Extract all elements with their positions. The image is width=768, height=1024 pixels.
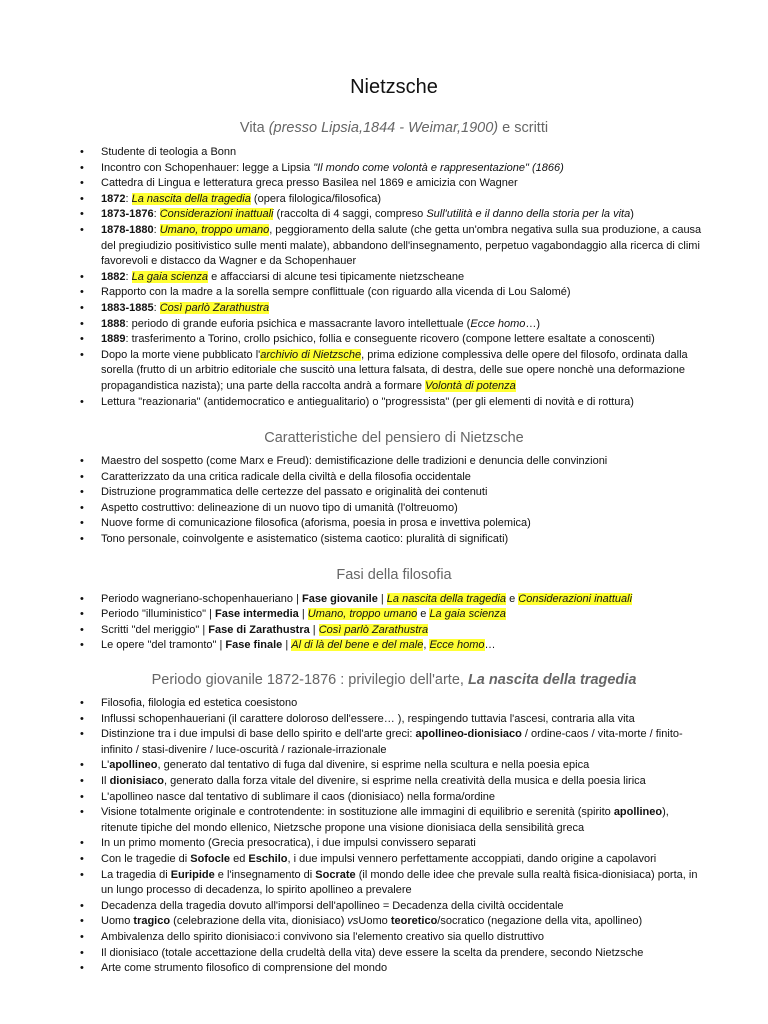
list-item: • Rapporto con la madre a la sorella sempre conflittuale (con riguardo alla vicenda di Lou Salomé) bbox=[80, 285, 708, 301]
bold-text: teoretico bbox=[390, 915, 438, 928]
italic-text: (presso Lipsia,1844 - Weimar,1900) bbox=[268, 120, 499, 136]
bold-text: 1878-1880 bbox=[101, 223, 154, 236]
bold-text: Fase di Zarathustra bbox=[208, 623, 310, 636]
list-item: • Incontro con Schopenhauer: legge a Lipsia "Il mondo come volontà e rappresentazione" (1866) bbox=[80, 161, 708, 177]
bold-text: Sofocle bbox=[190, 852, 231, 865]
highlighted-title: Ecce homo bbox=[429, 639, 485, 652]
italic-text: vs bbox=[347, 915, 359, 928]
list-item: • Ambivalenza dello spirito dionisiaco:i convivono sia l'elemento creativo sia quello distruttivo bbox=[80, 930, 708, 946]
list-item: • L'apollineo nasce dal tentativo di sublimare il caos (dionisiaco) nella forma/ordine bbox=[80, 790, 708, 806]
list-item: • 1883-1885: Così parlò Zarathustra bbox=[80, 301, 708, 317]
page-title: Nietzsche bbox=[350, 76, 438, 98]
highlighted-title: Umano, troppo umano bbox=[159, 223, 270, 236]
list-item: • 1878-1880: Umano, troppo umano, peggioramento della salute (che getta un'ombra negativa sulla sua produzione, a causa del pregiudizio positivistico sulle menti malate), abbandono dell'insegnamento, perpetuo vagabondaggio alla ricerca di climi favorevoli e distacco da Wagner e da Schopenhauer bbox=[80, 223, 708, 270]
bold-text: Fase giovanile bbox=[302, 592, 378, 605]
list-item: • Le opere "del tramonto" | Fase finale | Al di là del bene e del male, Ecce homo… bbox=[80, 638, 708, 654]
bold-text: Fase intermedia bbox=[215, 608, 299, 621]
list-item: • Lettura "reazionaria" (antidemocratico e antiegualitario) o "progressista" (per gli elementi di novità e di rottura) bbox=[80, 395, 708, 411]
list-item: • Distruzione programmatica delle certezze del passato e originalità dei contenuti bbox=[80, 485, 708, 501]
list-item: • Influssi schopenhaueriani (il carattere doloroso dell'essere… ), respingendo tuttavia l'ascesi, contraria alla vita bbox=[80, 712, 708, 728]
list-item: • Visione totalmente originale e controtendente: in sostituzione alle immagini di equilibrio e serenità (spirito apollineo), ritenute tipiche del mondo ellenico, Nietzsche propone una visione dionisiaca della sensibilità greca bbox=[80, 805, 708, 836]
list-item: • Filosofia, filologia ed estetica coesistono bbox=[80, 696, 708, 712]
list-item: • Arte come strumento filosofico di comprensione del mondo bbox=[80, 961, 708, 977]
bold-text: 1882 bbox=[101, 270, 126, 283]
list-item: • 1872: La nascita della tragedia (opera filologica/filosofica) bbox=[80, 192, 708, 208]
list-item: • 1873-1876: Considerazioni inattuali (raccolta di 4 saggi, compreso Sull'utilità e il danno della storia per la vita) bbox=[80, 207, 708, 223]
italic-text: Sull'utilità e il danno della storia per la vita bbox=[426, 208, 631, 221]
bullet-list-fasi bbox=[80, 592, 708, 654]
list-item: • 1889: trasferimento a Torino, crollo psichico, follia e conseguente ricovero (compone lettere esaltate a conoscenti) bbox=[80, 332, 708, 348]
list-item: • 1882: La gaia scienza e affacciarsi di alcune tesi tipicamente nietzscheane bbox=[80, 270, 708, 286]
section-heading-caratteristiche: Caratteristiche del pensiero di Nietzsche bbox=[264, 430, 524, 447]
highlighted-title: La nascita della tragedia bbox=[386, 592, 507, 605]
bold-text: Eschilo bbox=[248, 852, 288, 865]
list-item: • Periodo wagneriano-schopenhaueriano | Fase giovanile | La nascita della tragedia e Considerazioni inattuali bbox=[80, 592, 708, 608]
list-item: • Nuove forme di comunicazione filosofica (aforisma, poesia in prosa e invettiva polemica) bbox=[80, 516, 708, 532]
bold-text: apollineo bbox=[109, 759, 158, 772]
bold-text: 1888 bbox=[101, 317, 126, 330]
bold-text: dionisiaco bbox=[109, 775, 164, 787]
list-item: • La tragedia di Euripide e l'insegnamento di Socrate (il mondo delle idee che prevale sulla realtà fisica-dionisiaca) porta, in un lungo processo di decadenza, lo spirito apollineo a prevalere bbox=[80, 868, 708, 899]
highlighted-title: Volontà di potenza bbox=[425, 379, 516, 392]
bullet-list-caratteristiche bbox=[80, 454, 708, 548]
section-heading-periodo-giovanile: Periodo giovanile 1872-1876 : privilegio dell'arte, La nascita della tragedia bbox=[151, 672, 637, 689]
section-heading-fasi: Fasi della filosofia bbox=[336, 566, 452, 583]
list-item: • Il dionisiaco, generato dalla forza vitale del divenire, si esprime nella creatività della musica e della poesia lirica bbox=[80, 774, 708, 790]
highlighted-title: La gaia scienza bbox=[131, 270, 209, 283]
list-item: • Periodo "illuministico" | Fase intermedia | Umano, troppo umano e La gaia scienza bbox=[80, 607, 708, 623]
highlighted-title: Considerazioni inattuali bbox=[159, 208, 274, 221]
list-item: • Dopo la morte viene pubblicato l'archivio di Nietzsche, prima edizione complessiva delle opere del filosofo, ordinata dalla sorella (frutto di un arbitrio editoriale che suscitò una lettura falsata, di destra, delle sue opere nonchè una deformazione propagandistica nazista); una parte della raccolta andrà a formare Volontà di potenza bbox=[80, 348, 708, 395]
bold-text: Socrate bbox=[315, 868, 356, 881]
list-item: • Il dionisiaco (totale accettazione della crudeltà della vita) deve essere la scelta da prendere, secondo Nietzsche bbox=[80, 946, 708, 962]
highlighted-title: archivio di Nietzsche bbox=[260, 348, 362, 361]
bold-text: 1883-1885 bbox=[101, 301, 154, 314]
list-item: • In un primo momento (Grecia presocratica), i due impulsi convissero separati bbox=[80, 836, 708, 852]
bold-text: tragico bbox=[133, 915, 171, 928]
italic-text: Ecce homo bbox=[470, 317, 526, 330]
bold-italic-text: La nascita della tragedia bbox=[467, 672, 637, 689]
list-item: • Decadenza della tragedia dovuto all'imporsi dell'apollineo = Decadenza della civiltà occidentale bbox=[80, 899, 708, 915]
bold-text: 1873-1876 bbox=[101, 208, 154, 221]
list-item: • Aspetto costruttivo: delineazione di un nuovo tipo di umanità (l'oltreuomo) bbox=[80, 501, 708, 517]
list-item: • 1888: periodo di grande euforia psichica e massacrante lavoro intellettuale (Ecce homo…) bbox=[80, 317, 708, 333]
highlighted-title: Al di là del bene e del male bbox=[291, 639, 424, 652]
list-item: • L'apollineo, generato dal tentativo di fuga dal divenire, si esprime nella scultura e nella poesia epica bbox=[80, 758, 708, 774]
list-item: • Uomo tragico (celebrazione della vita, dionisiaco) vsUomo teoretico/socratico (negazione della vita, apollineo) bbox=[80, 914, 708, 930]
bullet-list-vita bbox=[80, 145, 708, 410]
italic-text: "Il mondo come volontà e rappresentazione" (1866) bbox=[313, 161, 564, 174]
highlighted-title: Così parlò Zarathustra bbox=[318, 623, 429, 636]
highlighted-title: La nascita della tragedia bbox=[131, 192, 251, 205]
list-item: • Distinzione tra i due impulsi di base dello spirito e dell'arte greci: apollineo-dionisiaco / ordine-caos / vita-morte / finito-infinito / stasi-divenire / luce-oscurità / razionale-irrazionale bbox=[80, 727, 708, 758]
bold-text: 1889 bbox=[101, 333, 126, 346]
highlighted-title: Umano, troppo umano bbox=[307, 608, 418, 621]
bold-text: apollineo bbox=[613, 806, 663, 819]
highlighted-title: Così parlò Zarathustra bbox=[159, 301, 270, 314]
bold-text: apollineo-dionisiaco bbox=[415, 728, 522, 741]
section-heading-vita: Vita (presso Lipsia,1844 - Weimar,1900) e scritti bbox=[239, 120, 549, 136]
list-item: • Scritti "del meriggio" | Fase di Zarathustra | Così parlò Zarathustra bbox=[80, 623, 708, 639]
highlighted-title: Considerazioni inattuali bbox=[518, 592, 633, 605]
list-item: • Cattedra di Lingua e letteratura greca presso Basilea nel 1869 e amicizia con Wagner bbox=[80, 176, 708, 192]
bold-text: 1872 bbox=[101, 192, 126, 205]
bold-text: Euripide bbox=[170, 868, 215, 881]
list-item: • Caratterizzato da una critica radicale della civiltà e della filosofia occidentale bbox=[80, 470, 708, 486]
bold-text: Fase finale bbox=[225, 639, 283, 652]
list-item: • Con le tragedie di Sofocle ed Eschilo, i due impulsi vennero perfettamente accoppiati, dando origine a capolavori bbox=[80, 852, 708, 868]
highlighted-title: La gaia scienza bbox=[429, 608, 506, 621]
bullet-list-periodo-giovanile bbox=[80, 696, 708, 977]
list-item: • Studente di teologia a Bonn bbox=[80, 145, 708, 161]
list-item: • Tono personale, coinvolgente e asistematico (sistema caotico: pluralità di significati) bbox=[80, 532, 708, 548]
list-item: • Maestro del sospetto (come Marx e Freud): demistificazione delle tradizioni e denuncia delle convinzioni bbox=[80, 454, 708, 470]
